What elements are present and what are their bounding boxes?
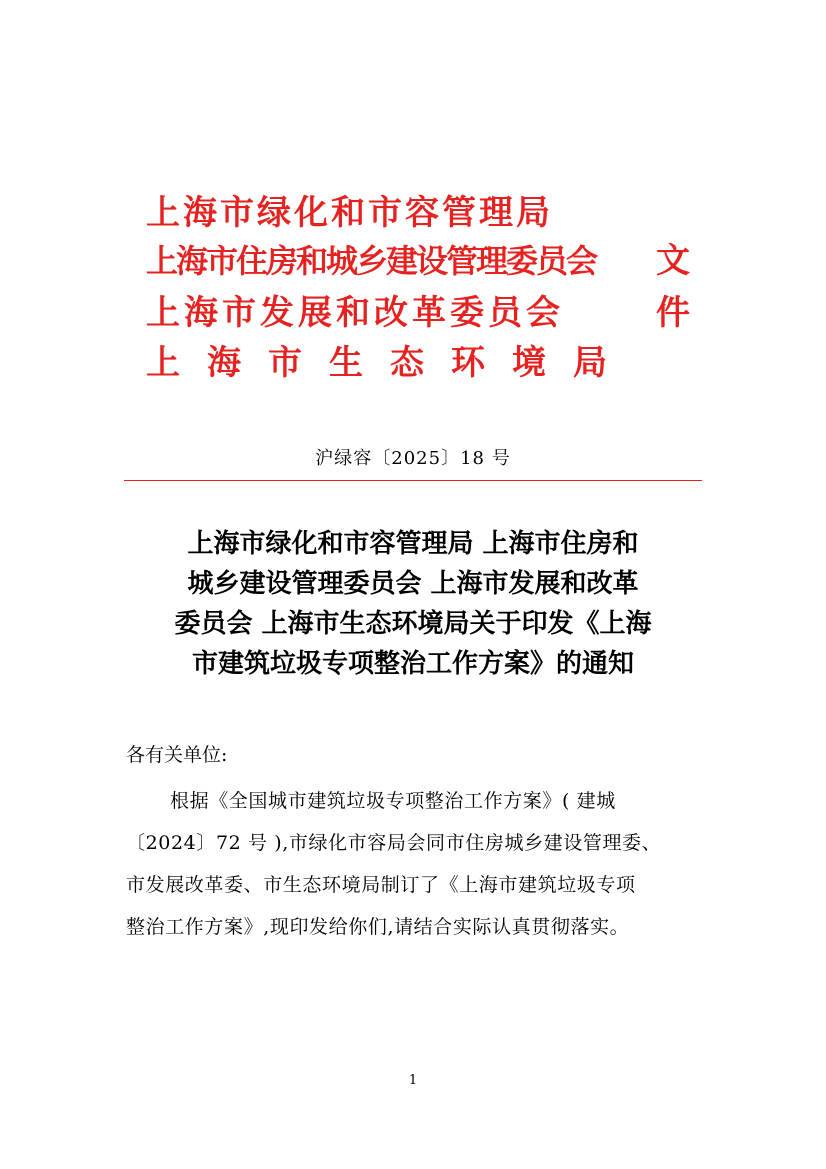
page-number: 1 (408, 1073, 418, 1088)
title-line: 上海市绿化和市容管理局 上海市住房和 (187, 529, 639, 559)
issuer-development-commission: 上海市发展和改革委员会 (146, 293, 564, 333)
body-line: 整治工作方案》,现印发给你们,请结合实际认真贯彻落实。 (126, 916, 630, 938)
masthead-wen-character: 文 (656, 241, 690, 281)
body-line: 根据《全国城市建筑垃圾专项整治工作方案》( 建城 (170, 790, 616, 812)
title-line: 城乡建设管理委员会 上海市发展和改革 (187, 569, 639, 599)
body-line: 市发展改革委、市生态环境局制订了《上海市建筑垃圾专项 (126, 874, 636, 896)
body-paragraph (126, 780, 704, 948)
document-title (120, 524, 706, 684)
red-divider-line (124, 480, 702, 481)
document-number: 沪绿容〔2025〕18 号 (315, 448, 511, 469)
salutation: 各有关单位: (126, 744, 228, 766)
masthead-jian-character: 件 (656, 293, 690, 333)
issuer-housing-commission: 上海市住房和城乡建设管理委员会 (146, 242, 597, 280)
title-line: 委员会 上海市生态环境局关于印发《上海 (174, 609, 652, 639)
title-line: 市建筑垃圾专项整治工作方案》的通知 (191, 649, 634, 679)
issuer-ecology-bureau: 上海市生态环境局 (146, 343, 634, 383)
issuer-greening-bureau: 上海市绿化和市容管理局 (146, 193, 553, 233)
body-line: 〔2024〕72 号 ),市绿化市容局会同市住房城乡建设管理委、 (126, 832, 662, 854)
